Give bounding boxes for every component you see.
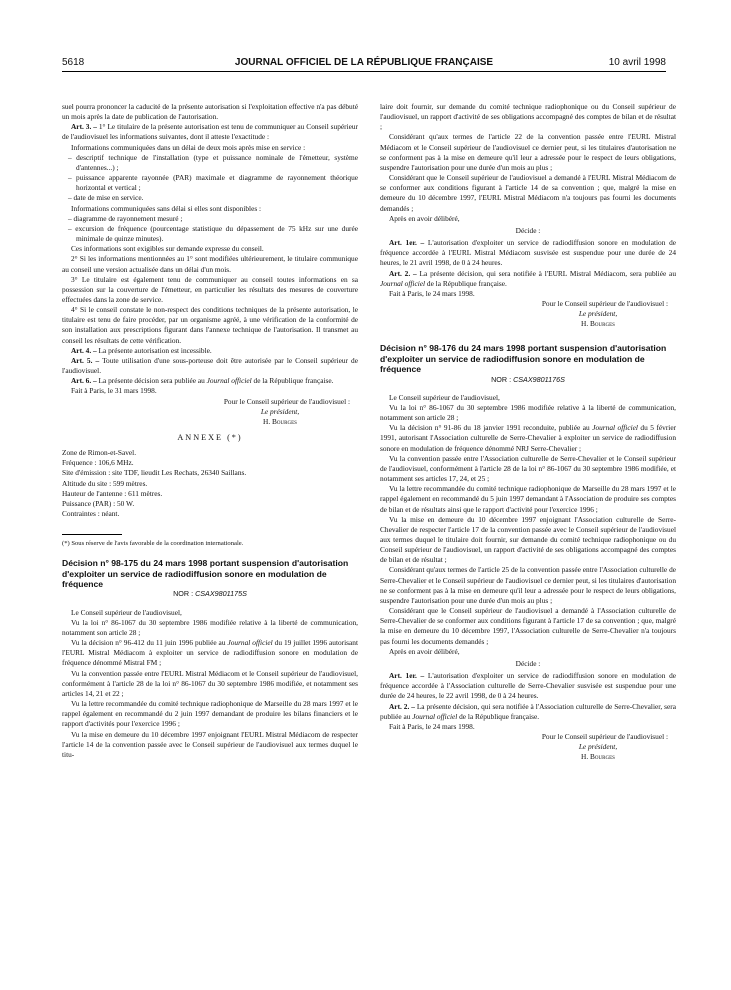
signature-date: Fait à Paris, le 24 mars 1998.	[389, 288, 475, 298]
decision-title: Décision n° 98-176 du 24 mars 1998 portant suspension d'autorisation d'exploiter un service de radiodiffusion sonore en modulation de fréquence	[380, 343, 667, 375]
article-label: Art. 1er. –	[389, 238, 425, 248]
signature-line: Pour le Conseil supérieur de l'audiovisuel :	[541, 731, 668, 741]
article-text: L'autorisation d'exploiter un service de radiodiffusion sonore en modulation de fréquence accordée à l'EURL Mistral Médiacom susvisée est suspendue pour une durée de 24 heures, le 21 avril 1998, de 0 à 24 heures.	[380, 238, 677, 268]
journal-title: JOURNAL OFFICIEL DE LA RÉPUBLIQUE FRANÇAISE	[234, 57, 494, 68]
paragraph: 3° Le titulaire est également tenu de communiquer au conseil toutes informations en sa possession sur la couverture de l'émetteur, en particulier les résultats des mesures de couverture effectuées dans la zone de service.	[62, 274, 358, 304]
page-number: 5618	[62, 57, 85, 68]
paragraph: Considérant qu'aux termes de l'article 22 de la convention passée entre l'EURL Mistral Médiacom et le Conseil supérieur de l'audiovisuel ce dernier peut, si les titulaires d'autorisation ne se conforment pas à la mise en demeure qu'il leur a adressée pour le respect de leurs obligations, suspendre l'autorisation pour une durée d'un mois au plus ;	[380, 132, 676, 172]
signature-name: H. Bourges	[581, 319, 615, 329]
annex-line: Puissance (PAR) : 50 W.	[62, 498, 135, 508]
article-label: Art. 1er. –	[389, 671, 425, 681]
paragraph: Informations communiquées dans un délai de deux mois après mise en service :	[71, 142, 306, 152]
signature-date: Fait à Paris, le 31 mars 1998.	[71, 386, 157, 396]
article-text: L'autorisation d'exploiter un service de radiodiffusion sonore en modulation de fréquence accordée à l'Association culturelle de Serre-Chevalier susvisée est suspendue pour une durée de 24 heures, le 22 avril 1998, de 0 à 24 heures.	[380, 671, 677, 701]
decide-heading: Décide :	[515, 658, 541, 668]
article-2	[380, 702, 676, 722]
spacer	[380, 329, 676, 333]
article-text: Toute utilisation d'une sous-porteuse doit être autorisée par le Conseil supérieur de l'audiovisuel.	[62, 355, 358, 376]
text: du 5 février 1991, autorisant l'Association culturelle de Serre-Chevalier à exploiter un service de radiodiffusion sonore en modulation de fréquence dénommé NRJ Serre-Chevalier ;	[380, 423, 677, 453]
article-text: de la République française.	[425, 278, 507, 288]
paragraph: Vu la mise en demeure du 10 décembre 1997 enjoignant l'Association culturelle de Serre-Chevalier de respecter l'article 17 de la convention passée avec le Conseil supérieur de l'audiovisuel aux termes duquel le titulaire doit fournir, sur demande du comité technique radiophonique ou du Conseil supérieur de l'audiovisuel, un rapport d'activité de ses obligations accompagné des comptes de bilan et de résultat ;	[380, 514, 676, 565]
nor-label: NOR :	[491, 374, 514, 384]
article-text: de la République française.	[251, 376, 334, 386]
article-text: La présente décision, qui sera notifiée à l'EURL Mistral Médiacom, sera publiée au	[416, 268, 676, 278]
article-3	[62, 122, 358, 142]
annex-line: Contraintes : néant.	[62, 509, 120, 519]
paragraph	[62, 638, 358, 668]
paragraph: Vu la mise en demeure du 10 décembre 1997 enjoignant l'EURL Mistral Médiacom de respecter l'article 14 de la convention passée avec le Conseil supérieur de l'audiovisuel aux termes duquel le titu-	[62, 729, 358, 759]
journal-reference: Journal officiel	[412, 711, 458, 721]
article-label: Art. 6. –	[71, 376, 97, 386]
annex-line: Zone de Rimon-et-Savel.	[62, 448, 137, 458]
annex-line: Site d'émission : site TDF, lieudit Les Rechats, 26340 Saillans.	[62, 468, 247, 478]
signature-role: Le président,	[578, 742, 618, 752]
signature-name: H. Bourges	[581, 752, 615, 762]
article-6	[62, 376, 358, 386]
journal-reference: Journal officiel	[592, 423, 638, 433]
decide-heading: Décide :	[515, 225, 541, 235]
paragraph: suel pourra prononcer la caducité de la présente autorisation si l'exploitation effective n'a pas débuté un mois après la date de publication de l'autorisation.	[62, 102, 358, 122]
article-text: 1° Le titulaire de la présente autorisation est tenu de communiquer au Conseil supérieur de l'audiovisuel les informations suivantes, dont il atteste l'exactitude :	[62, 122, 359, 142]
article-label: Art. 5. –	[71, 355, 100, 365]
right-column	[380, 102, 676, 762]
paragraph: Vu la loi n° 86-1067 du 30 septembre 1986 modifiée relative à la liberté de communication, notamment son article 28 ;	[62, 617, 358, 637]
list-item: – date de mise en service.	[68, 193, 144, 203]
signature-line: Pour le Conseil supérieur de l'audiovisuel :	[541, 298, 668, 308]
signature-role: Le président,	[578, 309, 618, 319]
article-label: Art. 4. –	[71, 345, 97, 355]
signature-name: H. Bourges	[263, 416, 297, 426]
list-item: – descriptif technique de l'installation (type et puissance nominale de l'émetteur, système d'antennes...) ;	[68, 152, 358, 172]
paragraph: Après en avoir délibéré,	[389, 213, 460, 223]
article-text: La présente autorisation est incessible.	[96, 345, 212, 355]
signature-date: Fait à Paris, le 24 mars 1998.	[389, 721, 475, 731]
signature-line: Pour le Conseil supérieur de l'audiovisuel :	[223, 396, 350, 406]
nor-code: CSAX9801176S	[513, 374, 565, 384]
article-1	[380, 671, 676, 701]
paragraph: Le Conseil supérieur de l'audiovisuel,	[389, 392, 500, 402]
article-4	[62, 346, 358, 356]
paragraph	[380, 423, 676, 453]
journal-reference: Journal officiel	[380, 278, 426, 288]
paragraph: Informations communiquées sans délai si elles sont disponibles :	[71, 203, 262, 213]
article-label: Art. 2. –	[389, 268, 417, 278]
footnote-divider	[62, 534, 122, 535]
paragraph: 2° Si les informations mentionnées au 1° sont modifiées ultérieurement, le titulaire communique au conseil une version actualisée dans un délai d'un mois.	[62, 254, 358, 274]
article-text: La présente décision sera publiée au	[96, 376, 207, 386]
issue-date: 10 avril 1998	[608, 57, 666, 68]
paragraph: Vu la lettre recommandée du comité technique radiophonique de Marseille du 28 mars 1997 et le rappel également en recommandé du 2 juin 1997 demandant de produire les bilans financiers et le rapport d'activités pour l'exercice 1996 ;	[62, 699, 358, 729]
paragraph: Vu la lettre recommandée du comité technique radiophonique de Marseille du 28 mars 1997 et le rappel également en recommandé du 5 juin 1997 demandant à l'Association de produire ses comptes de bilan et de résultats ainsi que le rapport d'activité pour l'exercice 1996 ;	[380, 484, 676, 514]
article-label: Art. 2. –	[389, 701, 415, 711]
paragraph: Ces informations sont exigibles sur demande expresse du conseil.	[71, 244, 264, 254]
nor-label: NOR :	[173, 589, 196, 599]
nor-code: CSAX9801175S	[195, 589, 247, 599]
journal-reference: Journal officiel	[227, 638, 273, 648]
footnote: (*) Sous réserve de l'avis favorable de la coordination internationale.	[62, 540, 244, 548]
paragraph: Le Conseil supérieur de l'audiovisuel,	[71, 607, 182, 617]
paragraph: Après en avoir délibéré,	[389, 646, 460, 656]
nor-reference	[380, 375, 676, 385]
paragraph: Considérant que le Conseil supérieur de l'audiovisuel a demandé à l'EURL Mistral Médiacom de se conformer aux conditions figurant à l'article 14 de sa convention ; que, malgré la mise en demeure du 10 décembre 1997, l'EURL Mistral Médiacom n'a toujours pas fourni les documents demandés ;	[380, 173, 676, 213]
paragraph: Considérant qu'aux termes de l'article 25 de la convention passée entre l'Association culturelle de Serre-Chevalier et le Conseil supérieur de l'audiovisuel ce dernier peut, si les titulaires d'autorisation ne se conforment pas à la mise en demeure qu'il leur a adressée pour le respect de leurs obligations, suspendre l'autorisation pour une durée d'un mois au plus ;	[380, 565, 676, 605]
paragraph: laire doit fournir, sur demande du comité technique radiophonique ou du Conseil supérieur de l'audiovisuel, un rapport d'activité de ses obligations accompagné des comptes de bilan et de résultat ;	[380, 102, 676, 132]
article-text: La présente décision, qui sera notifiée à l'Association culturelle de Serre-Chevalier, sera publiée au	[380, 701, 676, 721]
article-text: de la République française.	[457, 711, 540, 721]
left-column	[62, 102, 358, 760]
annex-title: ANNEXE (*)	[177, 433, 243, 442]
article-2	[380, 269, 676, 289]
nor-reference	[62, 589, 358, 599]
text: Vu la décision n° 91-86 du 18 janvier 1991 reconduite, publiée au	[389, 423, 593, 433]
paragraph: Vu la convention passée entre l'Association culturelle de Serre-Chevalier et le Conseil supérieur de l'audiovisuel, conformément à l'article 28 de la loi n° 86-1067 du 30 septembre 1986 modifiée, et notamment ses articles 17, 24, et 25 ;	[380, 453, 676, 484]
text: du 19 juillet 1996 autorisant l'EURL Mistral Médiacom à exploiter un service de radiodiffusion sonore en modulation de fréquence dénommé Mistral FM ;	[62, 638, 359, 668]
text: Vu la décision n° 96-412 du 11 juin 1996 publiée au	[71, 638, 228, 648]
list-item: – puissance apparente rayonnée (PAR) maximale et diagramme de rayonnement théorique horizontal et vertical ;	[68, 173, 358, 193]
list-item: – excursion de fréquence (pourcentage statistique du dépassement de 75 kHz sur une durée minimale de quinze minutes).	[68, 223, 358, 244]
annex-line: Fréquence : 106,6 MHz.	[62, 458, 134, 468]
article-5	[62, 356, 358, 376]
paragraph: 4° Si le conseil constate le non-respect des conditions techniques de la présente autorisation, le titulaire est tenu de faire procéder, par un organisme agréé, à une vérification de la conformité de son installation aux prescriptions figurant dans l'annexe technique de l'autorisation. Il transmet au conseil les résultats de cette vérification.	[62, 305, 358, 345]
page-header	[62, 55, 666, 72]
journal-reference: Journal officiel	[206, 376, 252, 386]
annex-line: Altitude du site : 599 mètres.	[62, 478, 148, 488]
annex-line: Hauteur de l'antenne : 611 mètres.	[62, 488, 163, 498]
article-1	[380, 238, 676, 268]
decision-title: Décision n° 98-175 du 24 mars 1998 portant suspension d'autorisation d'exploiter un service de radiodiffusion sonore en modulation de fréquence	[62, 558, 349, 590]
signature-role: Le président,	[260, 406, 300, 416]
list-item: – diagramme de rayonnement mesuré ;	[68, 213, 183, 223]
paragraph: Vu la loi n° 86-1067 du 30 septembre 1986 modifiée relative à la liberté de communication, notamment son article 28 ;	[380, 402, 676, 423]
article-label: Art. 3. –	[71, 122, 97, 132]
paragraph: Vu la convention passée entre l'EURL Mistral Médiacom et le Conseil supérieur de l'audiovisuel, conformément à l'article 28 de la loi n° 86-1067 du 30 septembre 1986 modifiée, et notamment ses articles 14, 21 et 22 ;	[62, 668, 358, 698]
paragraph: Considérant que le Conseil supérieur de l'audiovisuel a demandé à l'Association culturelle de Serre-Chevalier de se conformer aux conditions figurant à l'article 17 de sa convention ; que, malgré la mise en demeure du 10 décembre 1997, l'Association culturelle de Serre-Chevalier n'a toujours pas fourni les documents demandés ;	[380, 606, 676, 646]
